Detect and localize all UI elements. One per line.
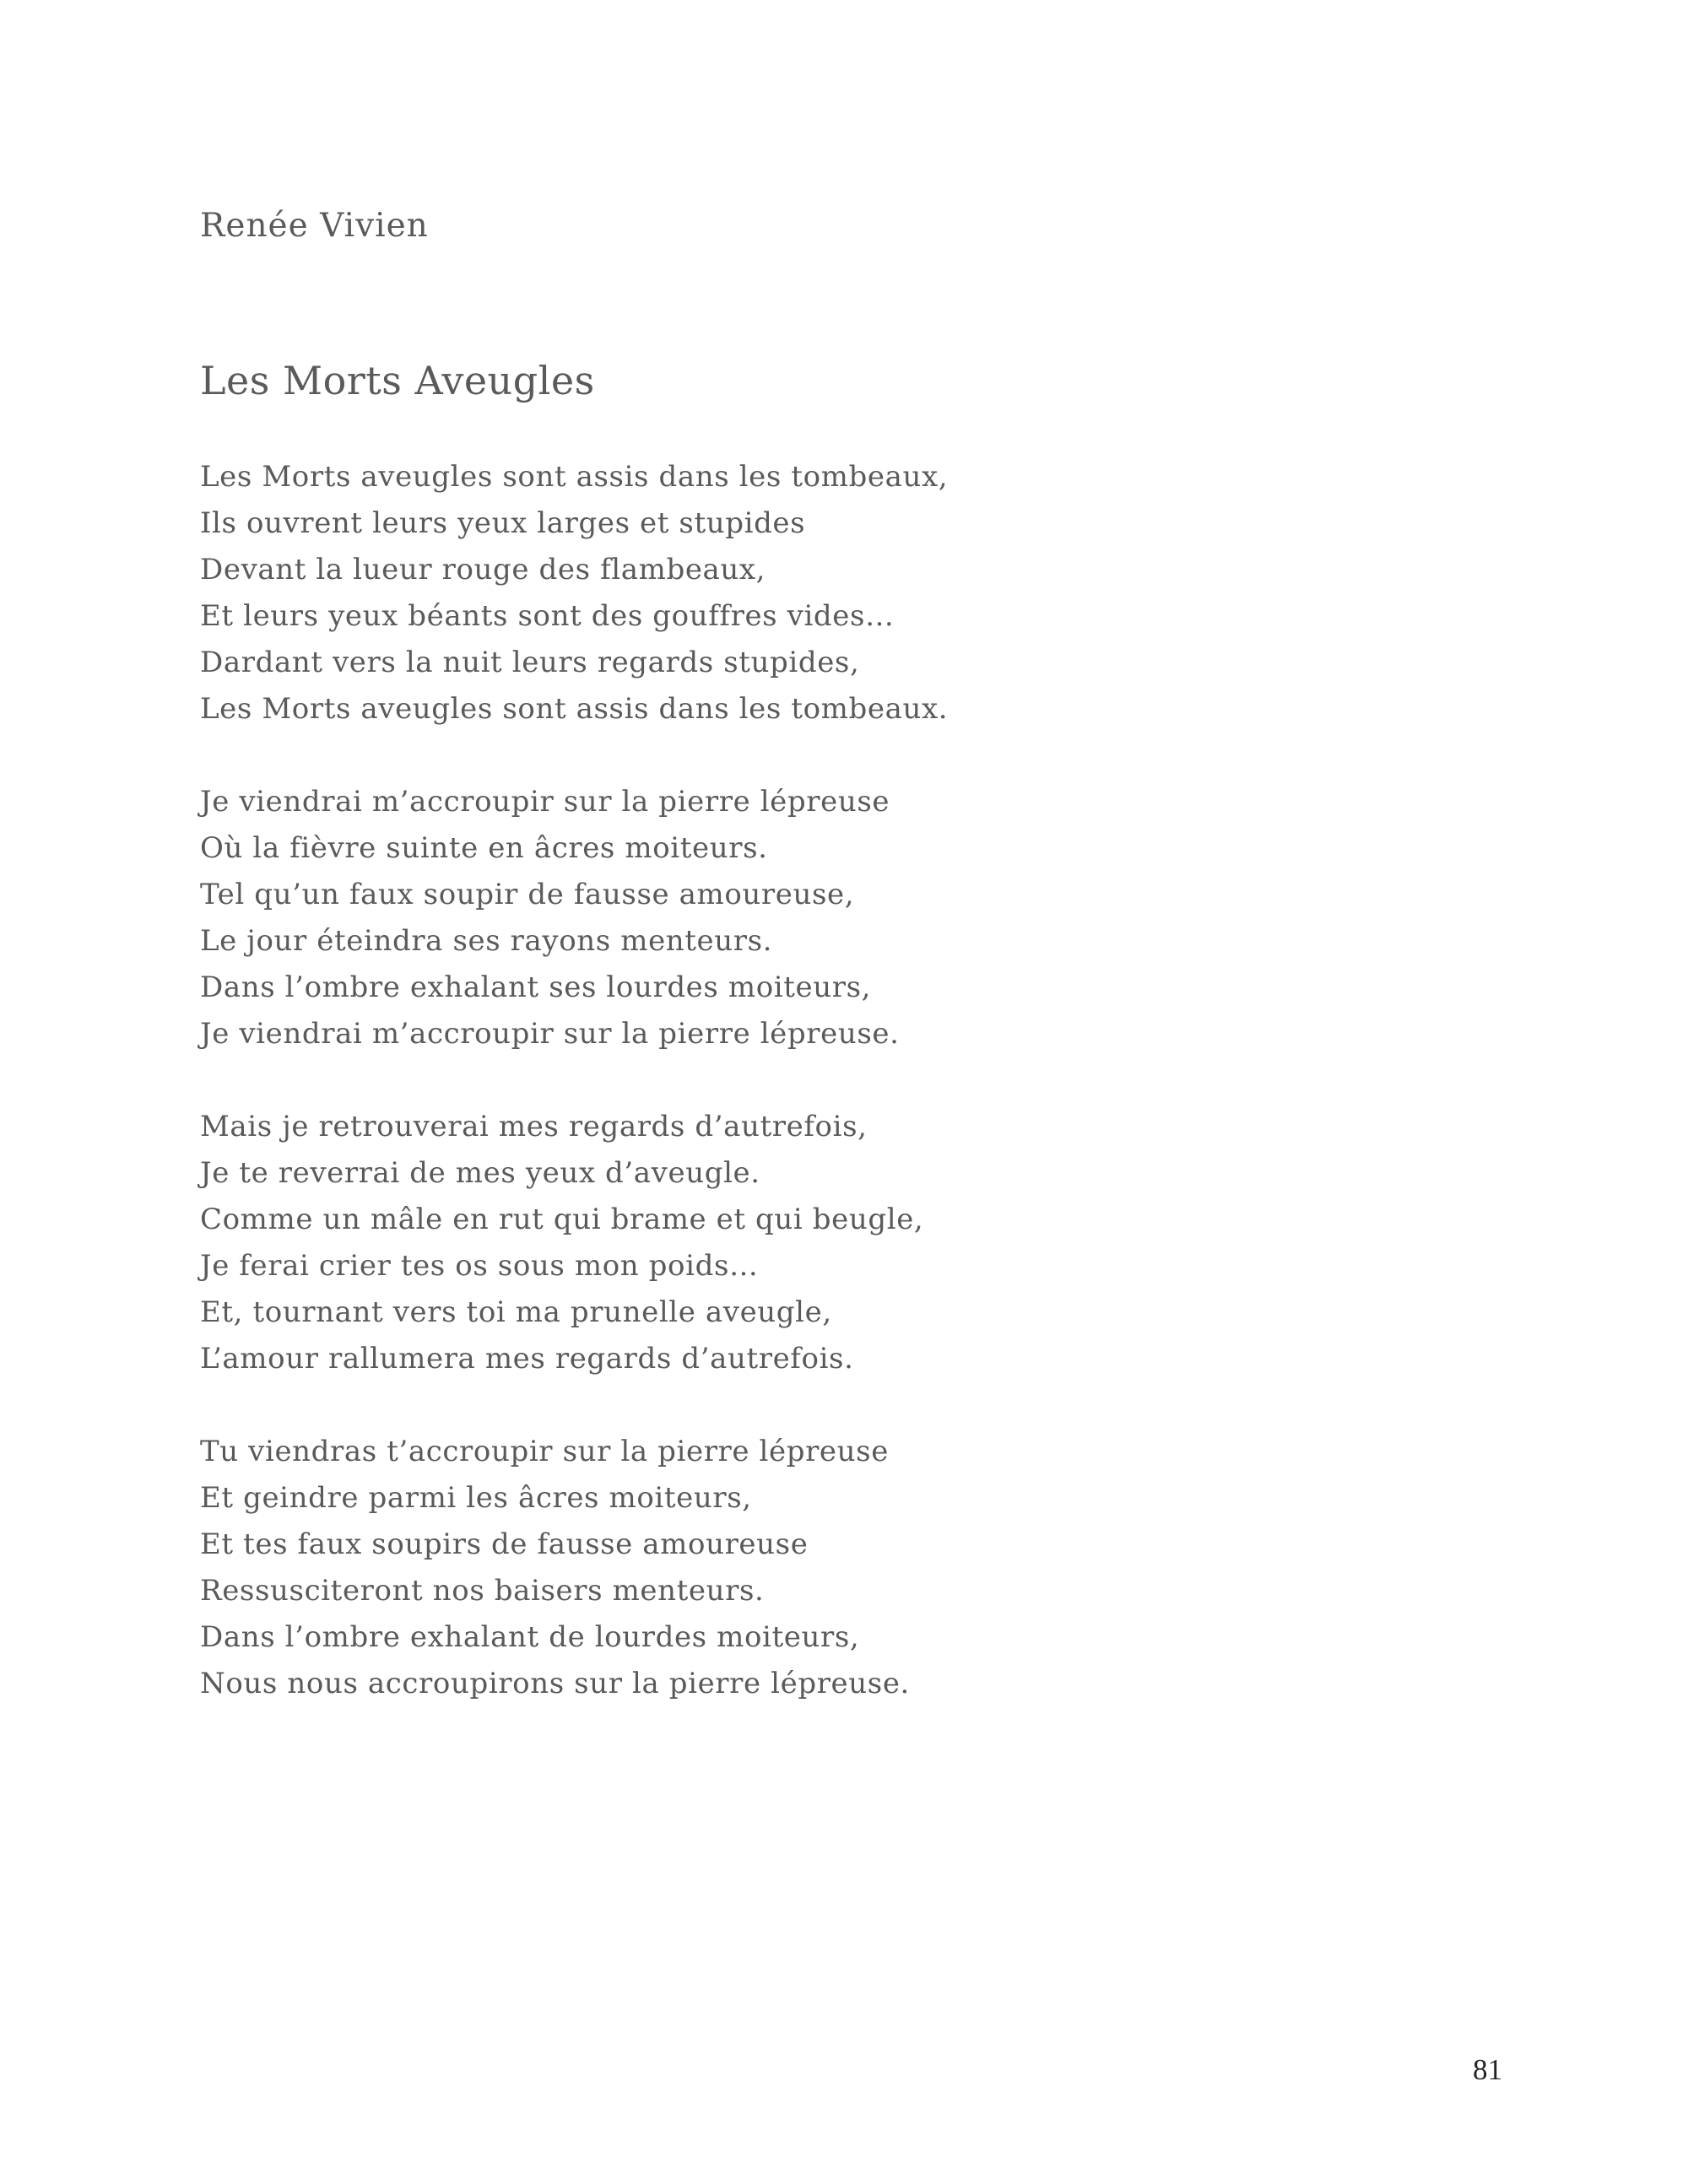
poem-line: Dardant vers la nuit leurs regards stupides, — [200, 646, 860, 679]
stanza — [200, 1429, 948, 1707]
poem-line: Dans l’ombre exhalant ses lourdes moiteurs, — [200, 970, 872, 1004]
poem-line: Je viendrai m’accroupir sur la pierre lépreuse — [200, 785, 890, 819]
poem-line: Tel qu’un faux soupir de fausse amoureuse, — [200, 878, 855, 911]
poem-line: Comme un mâle en rut qui brame et qui beugle, — [200, 1203, 924, 1236]
poem-line: Et leurs yeux béants sont des gouffres vides… — [200, 599, 895, 633]
stanza — [200, 779, 948, 1057]
poem-line: Nous nous accroupirons sur la pierre lépreuse. — [200, 1667, 910, 1700]
poem-line: Je ferai crier tes os sous mon poids… — [200, 1249, 759, 1283]
poem-line: Devant la lueur rouge des flambeaux, — [200, 553, 766, 587]
poem-line: Mais je retrouverai mes regards d’autrefois, — [200, 1110, 868, 1143]
page-number: 81 — [1473, 2053, 1502, 2086]
poem-line: Les Morts aveugles sont assis dans les tombeaux, — [200, 460, 949, 494]
poem-line: Où la fièvre suinte en âcres moiteurs. — [200, 831, 768, 865]
poem-line: Je viendrai m’accroupir sur la pierre lépreuse. — [200, 1017, 900, 1051]
author-name: Renée Vivien — [200, 207, 429, 245]
poem-title: Les Morts Aveugles — [200, 358, 595, 403]
poem-line: Dans l’ombre exhalant de lourdes moiteurs, — [200, 1620, 860, 1654]
stanza — [200, 1104, 948, 1382]
poem-line: Le jour éteindra ses rayons menteurs. — [200, 924, 773, 958]
poem-line: Et, tournant vers toi ma prunelle aveugle, — [200, 1295, 832, 1329]
poem-line: Les Morts aveugles sont assis dans les tombeaux. — [200, 692, 949, 726]
poem-line: Ressusciteront nos baisers menteurs. — [200, 1574, 765, 1608]
poem-line: L’amour rallumera mes regards d’autrefois. — [200, 1342, 854, 1376]
poem-body — [200, 454, 948, 1754]
poem-line: Et tes faux soupirs de fausse amoureuse — [200, 1527, 809, 1561]
poem-line: Et geindre parmi les âcres moiteurs, — [200, 1481, 752, 1515]
poem-line: Tu viendras t’accroupir sur la pierre lépreuse — [200, 1435, 889, 1468]
poem-line: Je te reverrai de mes yeux d’aveugle. — [200, 1156, 760, 1190]
stanza — [200, 454, 948, 733]
poem-line: Ils ouvrent leurs yeux larges et stupides — [200, 506, 806, 540]
